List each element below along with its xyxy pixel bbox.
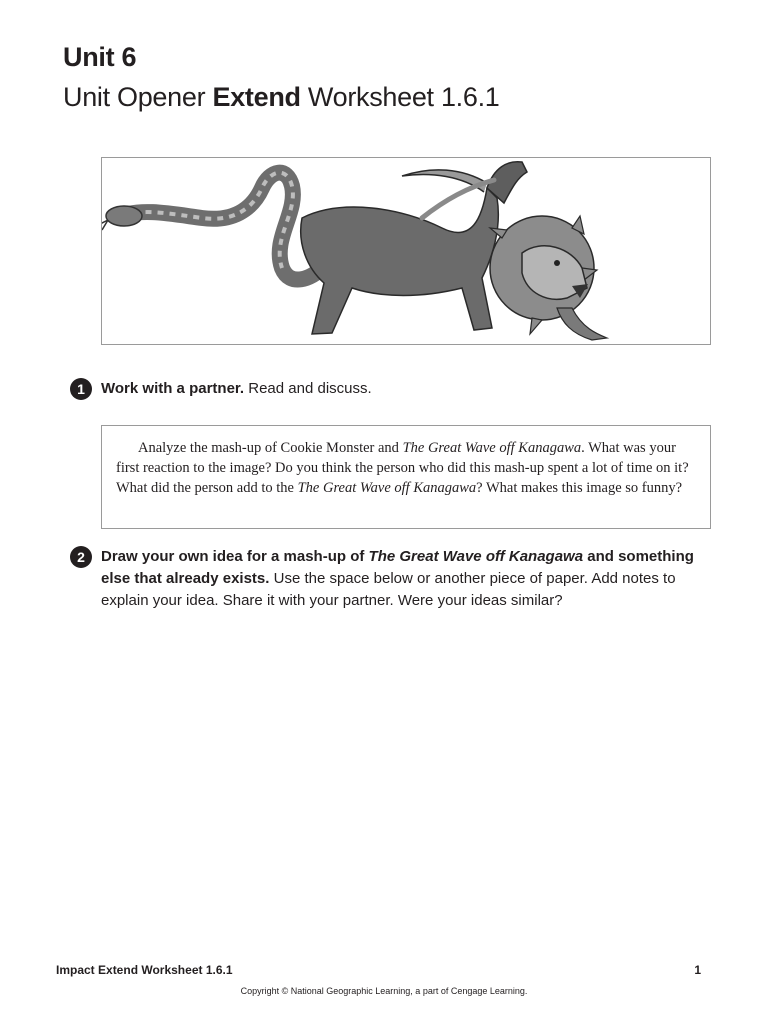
title-prefix: Unit Opener bbox=[63, 82, 213, 112]
title-suffix: Worksheet 1.6.1 bbox=[300, 82, 500, 112]
quote-italic-1: The Great Wave off Kanagawa bbox=[402, 440, 582, 456]
title-bold: Extend bbox=[212, 82, 301, 112]
step-1-instruction bbox=[101, 378, 372, 400]
step-1-bold: Work with a partner. bbox=[101, 380, 245, 397]
step-1-number: 1 bbox=[70, 378, 92, 400]
unit-label: Unit 6 bbox=[63, 42, 137, 72]
footer-worksheet-name: Impact Extend Worksheet 1.6.1 bbox=[56, 963, 233, 977]
snake-body bbox=[122, 173, 322, 280]
discussion-box bbox=[101, 425, 711, 529]
step-2-bold-1: Draw your own idea for a mash-up of bbox=[101, 548, 369, 565]
chimera-illustration bbox=[101, 157, 711, 345]
quote-text-3: ? What makes this image so funny? bbox=[476, 480, 683, 496]
step-1-text: Read and discuss. bbox=[244, 380, 372, 397]
quote-italic-2: The Great Wave off Kanagawa bbox=[297, 480, 477, 496]
snake-head bbox=[106, 206, 142, 226]
step-2-number: 2 bbox=[70, 546, 92, 568]
quote-text-1: Analyze the mash-up of Cookie Monster and bbox=[138, 440, 403, 456]
page-title bbox=[63, 82, 500, 113]
step-2-bold-2: and something else that already exists. bbox=[101, 548, 694, 587]
step-2-text: Use the space below or another piece of paper. Add notes to explain your idea. Share it with your partner. Were your ideas similar? bbox=[101, 570, 676, 609]
copyright-notice: Copyright © National Geographic Learning, a part of Cengage Learning. bbox=[240, 986, 528, 996]
step-2-instruction bbox=[101, 546, 711, 612]
page-number: 1 bbox=[694, 963, 701, 977]
step-2-bold-italic: The Great Wave off Kanagawa bbox=[368, 548, 584, 565]
chimera-illustration-icon bbox=[102, 158, 710, 344]
goat-body bbox=[301, 188, 499, 334]
quote-text-2: . What was your first reaction to the image? Do you think the person who did this mash-up spent a lot of time on it? What did the person add to the bbox=[116, 440, 689, 496]
